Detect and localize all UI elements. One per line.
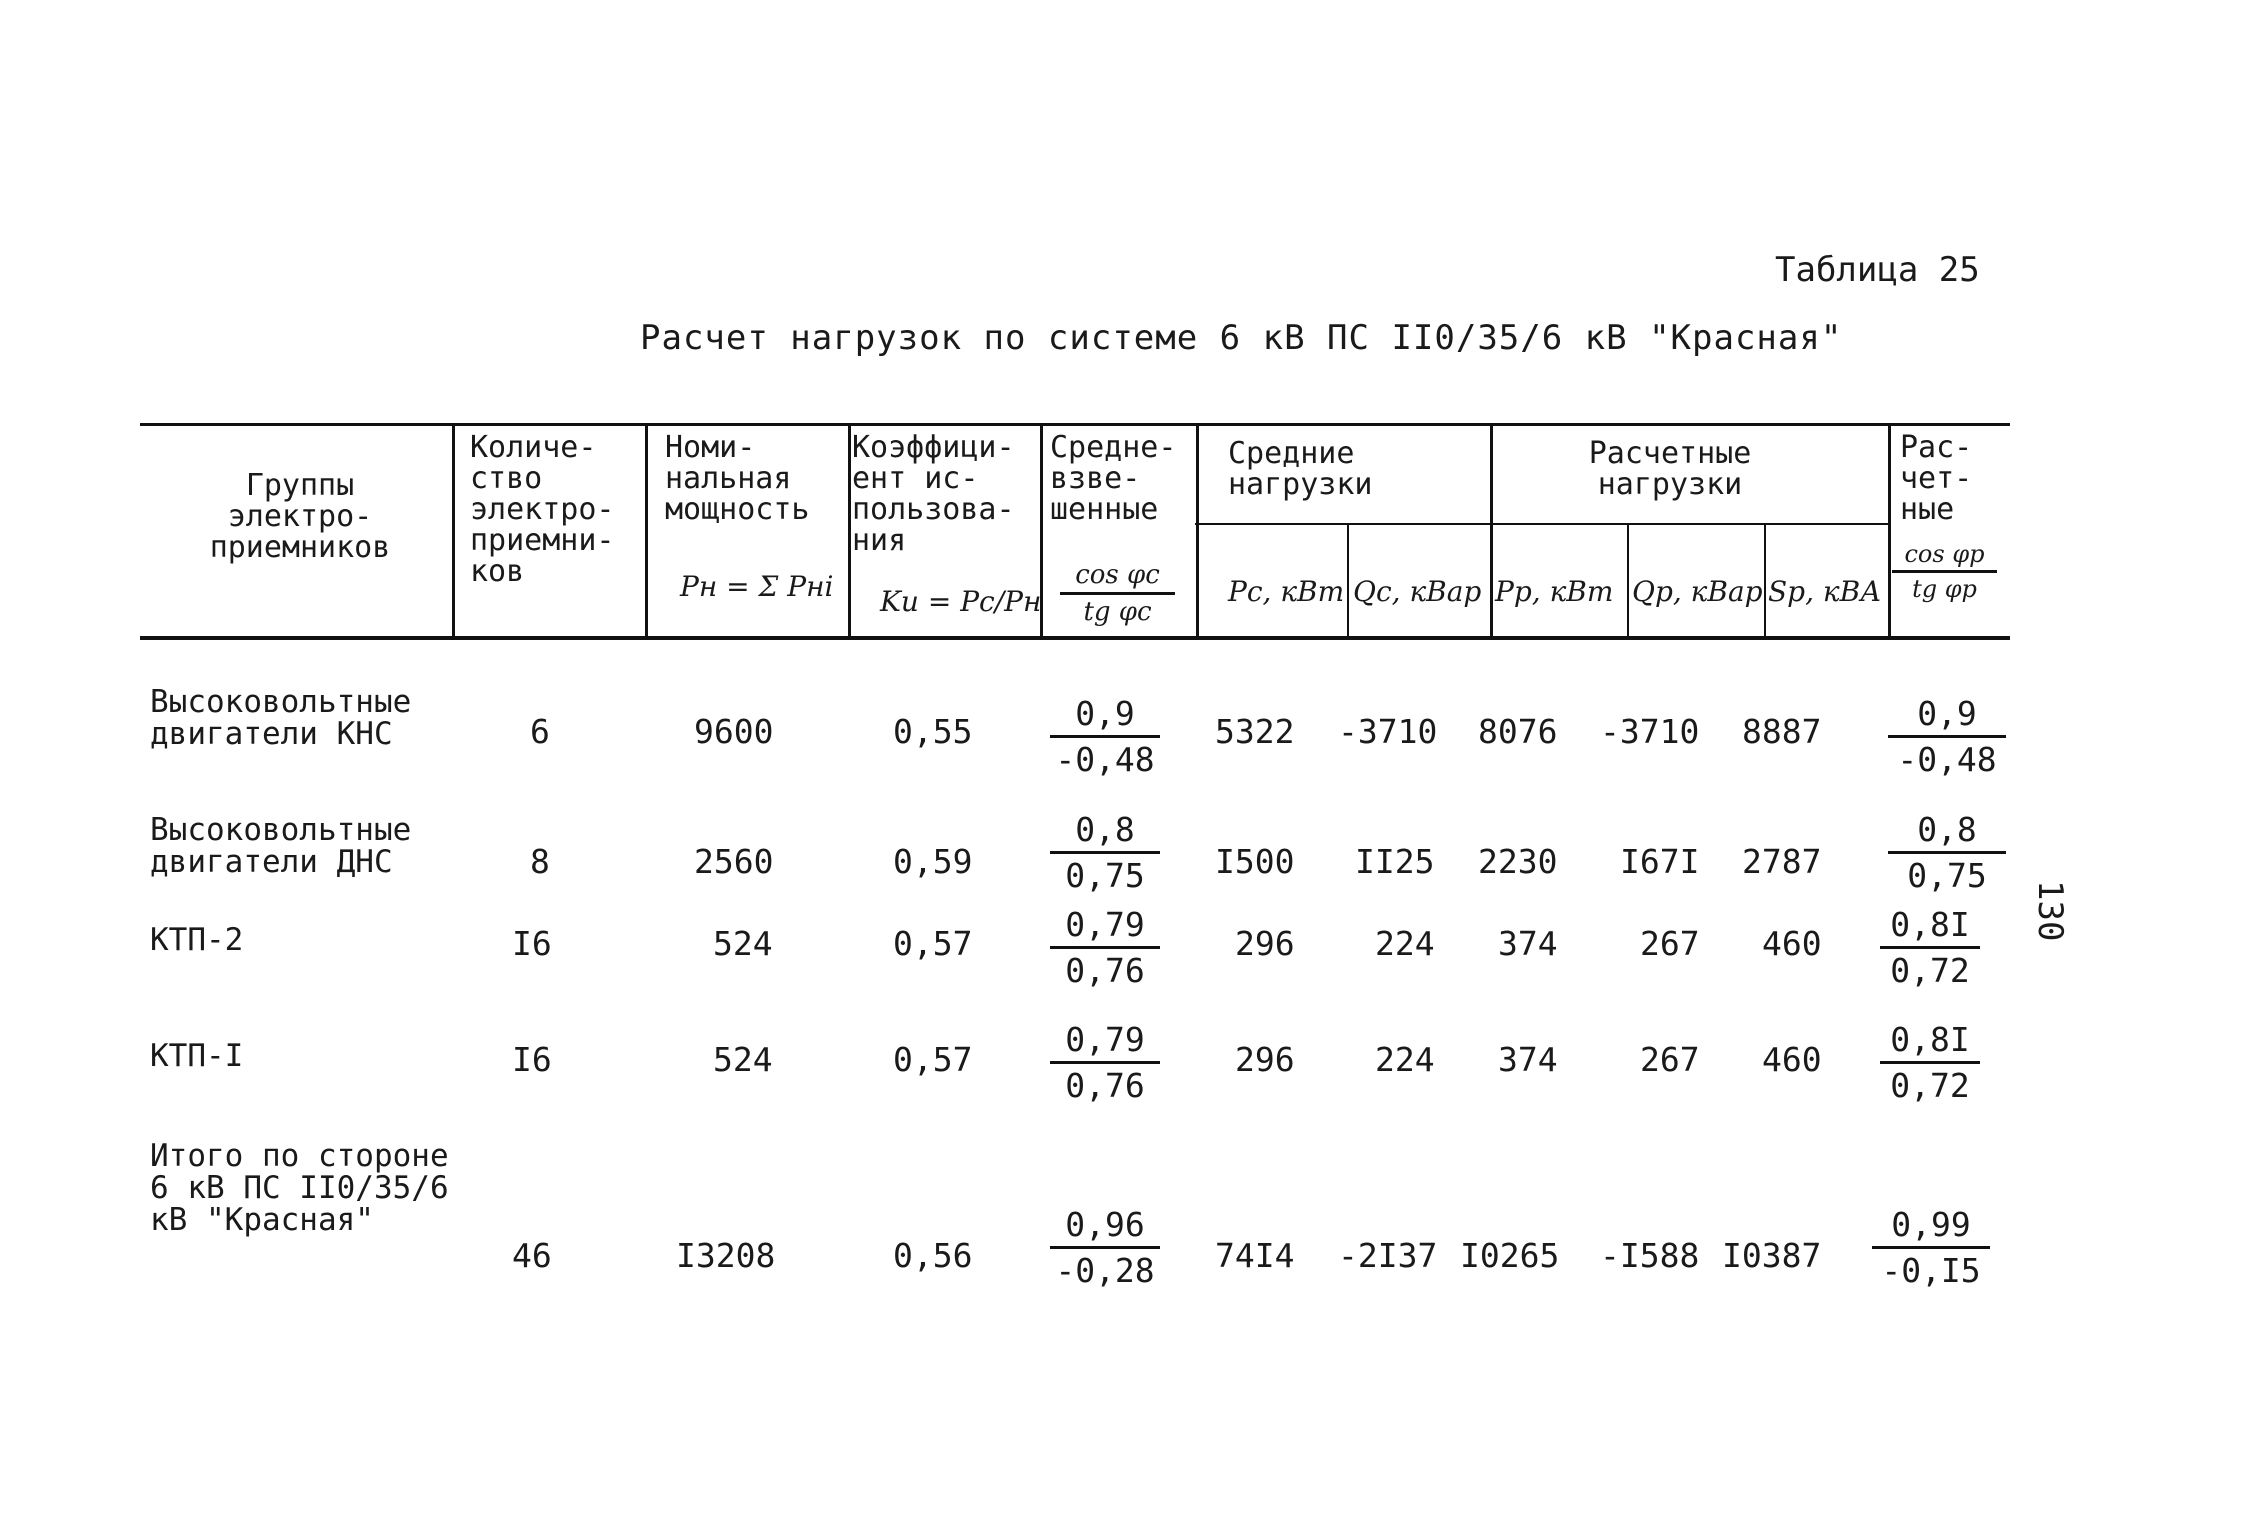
row-nominal: 524 [713,924,773,963]
header-calc-qp: Qр, кВар [1632,575,1763,608]
row-weighted-num: 0,79 [1050,905,1160,949]
row-name-total: Итого по стороне 6 кВ ПС II0/35/6 кВ "Красная" [150,1138,449,1238]
row-count: I6 [512,924,552,963]
row-coef: 0,57 [893,1040,973,1079]
row-qp: -3710 [1600,712,1700,751]
row-calc-num: 0,99 [1872,1205,1990,1249]
row-nominal: 9600 [694,712,774,751]
row-calc-cos [1872,1205,1990,1290]
row-weighted [1050,1205,1160,1290]
header-calc-tg-formula: tg φр [1912,575,1977,603]
row-name: КТП-I [150,1038,244,1074]
row-weighted-num: 0,79 [1050,1020,1160,1064]
header-bottom-rule [140,636,2010,640]
header-weighted-formula [1060,560,1175,627]
row-weighted-num: 0,8 [1050,810,1160,854]
col-divider [452,423,455,638]
row-sp: I0387 [1722,1236,1822,1275]
row-calc-cos [1888,694,2006,779]
row-weighted-den: 0,76 [1065,951,1145,990]
page-number: 130 [2030,880,2070,942]
row-weighted-den: -0,28 [1055,1251,1155,1290]
header-avg-pc: Pс, кВт [1228,575,1345,608]
subheader-rule [1195,523,1890,525]
header-calc-cos: Рас-чет-ные [1900,430,1973,527]
row-name: Высоковольтные двигатели КНС [150,684,412,752]
header-weighted-cos: cos φс [1060,560,1175,595]
header-calc-cos-formula: cos φр [1892,540,1997,573]
header-avg-qc: Qс, кВар [1353,575,1482,608]
row-sp: 460 [1762,1040,1822,1079]
header-calc-formula [1892,540,1997,603]
row-calc-den: 0,75 [1907,856,1987,895]
header-weighted: Средне-взве-шенные [1050,430,1177,527]
col-divider [1764,525,1766,638]
row-calc-den: -0,48 [1897,740,1997,779]
header-count: Количе-ство электро-приемни-ков [470,430,615,589]
row-calc-cos [1880,1020,1980,1105]
row-qc: -2I37 [1338,1236,1438,1275]
row-coef: 0,56 [893,1236,973,1275]
row-qp: 267 [1640,1040,1700,1079]
header-nominal: Номи-нальная мощность [665,430,810,527]
row-count: 6 [530,712,550,751]
row-weighted-num: 0,96 [1050,1205,1160,1249]
col-divider [848,423,851,638]
row-name: КТП-2 [150,922,244,958]
row-weighted [1050,1020,1160,1105]
row-calc-num: 0,8I [1880,1020,1980,1064]
row-pc: 296 [1235,924,1295,963]
col-divider [1490,423,1493,638]
row-weighted-den: -0,48 [1055,740,1155,779]
row-calc-den: 0,72 [1890,951,1970,990]
row-nominal: 2560 [694,842,774,881]
header-calc-loads: Расчетные нагрузки [1588,436,1752,502]
row-pp: I0265 [1460,1236,1560,1275]
row-weighted [1050,810,1160,895]
header-groups: Группы электро-приемников [209,468,391,565]
row-qp: 267 [1640,924,1700,963]
col-divider [1888,423,1891,638]
row-calc-num: 0,9 [1888,694,2006,738]
row-pc: 74I4 [1215,1236,1295,1275]
row-count: I6 [512,1040,552,1079]
header-coef-formula: Kи = Pс/Pн [880,585,1042,618]
row-qc: 224 [1375,924,1435,963]
header-calc-pp: Pр, кВт [1495,575,1614,608]
row-coef: 0,59 [893,842,973,881]
row-nominal: I3208 [676,1236,776,1275]
header-calc-sp: Sр, кВА [1768,575,1882,608]
row-nominal: 524 [713,1040,773,1079]
header-avg-loads: Средние нагрузки [1228,436,1373,502]
row-weighted [1050,694,1160,779]
table-title: Расчет нагрузок по системе 6 кВ ПС II0/35/6 кВ "Красная" [640,318,1843,358]
row-sp: 2787 [1742,842,1822,881]
row-name: Высоковольтные двигатели ДНС [150,812,412,880]
row-sp: 8887 [1742,712,1822,751]
row-pp: 374 [1498,1040,1558,1079]
row-calc-den: 0,72 [1890,1066,1970,1105]
row-sp: 460 [1762,924,1822,963]
row-coef: 0,55 [893,712,973,751]
row-calc-den: -0,I5 [1881,1251,1981,1290]
header-weighted-tg: tg φс [1083,597,1152,627]
row-calc-cos [1880,905,1980,990]
col-divider [645,423,648,638]
header-nominal-formula: Pн = Σ Pнi [680,570,834,603]
row-calc-num: 0,8 [1888,810,2006,854]
row-qc: -3710 [1338,712,1438,751]
row-weighted [1050,905,1160,990]
row-pc: I500 [1215,842,1295,881]
row-calc-num: 0,8I [1880,905,1980,949]
row-qc: 224 [1375,1040,1435,1079]
row-pp: 374 [1498,924,1558,963]
col-divider [1347,525,1349,638]
row-qp: I67I [1620,842,1700,881]
row-calc-cos [1888,810,2006,895]
row-qp: -I588 [1600,1236,1700,1275]
col-divider [1196,423,1199,638]
row-pp: 2230 [1478,842,1558,881]
row-weighted-den: 0,76 [1065,1066,1145,1105]
row-count: 8 [530,842,550,881]
row-count: 46 [512,1236,552,1275]
table-top-rule [140,423,2010,426]
row-pp: 8076 [1478,712,1558,751]
row-pc: 5322 [1215,712,1295,751]
row-pc: 296 [1235,1040,1295,1079]
row-weighted-num: 0,9 [1050,694,1160,738]
row-coef: 0,57 [893,924,973,963]
table-number: Таблица 25 [1775,250,1980,290]
col-divider [1627,525,1629,638]
row-qc: II25 [1355,842,1435,881]
header-coef: Коэффици-ент ис-пользова-ния [852,430,1015,558]
row-weighted-den: 0,75 [1065,856,1145,895]
